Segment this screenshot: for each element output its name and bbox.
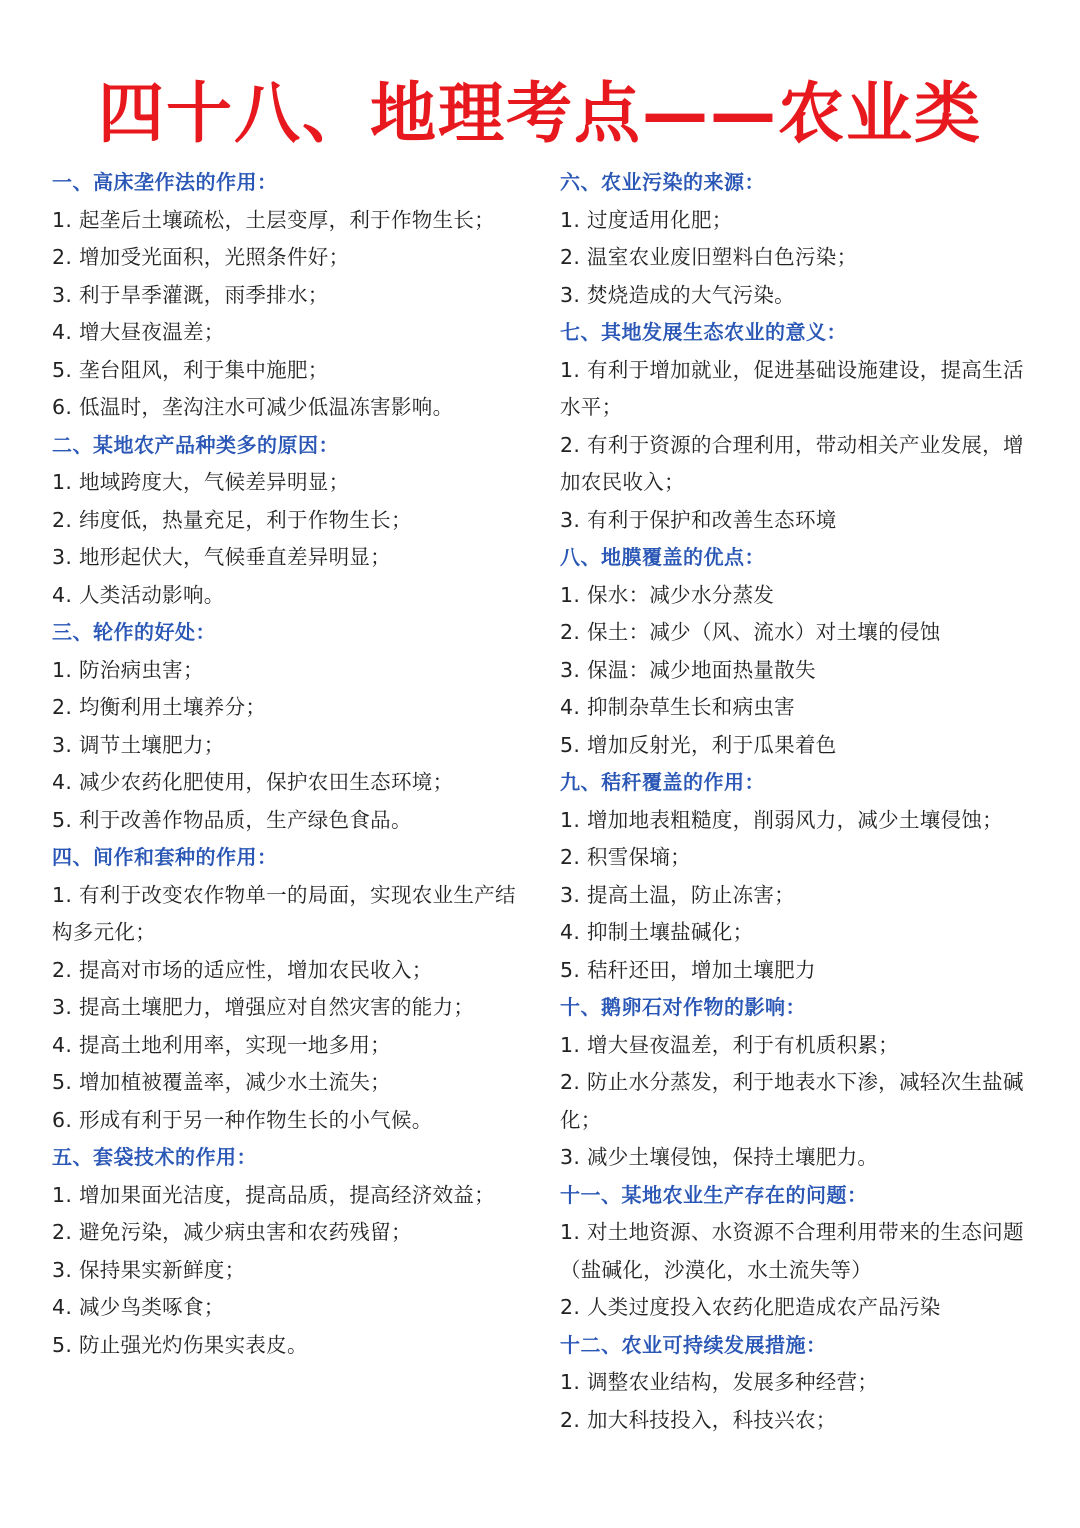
list-item: 3. 保持果实新鲜度； bbox=[52, 1257, 246, 1282]
list-item: 1. 调整农业结构，发展多种经营； bbox=[560, 1370, 879, 1394]
list-item: 3. 有利于保护和改善生态环境 bbox=[560, 507, 837, 532]
list-item: 3. 利于旱季灌溉，雨季排水； bbox=[52, 282, 329, 307]
list-item: 1. 过度适用化肥； bbox=[560, 207, 733, 232]
list-item: 1. 有利于改变农作物单一的局面，实现农业生产结构多元化； bbox=[52, 882, 516, 944]
list-item: 3. 地形起伏大，气候垂直差异明显； bbox=[52, 545, 391, 569]
list-item: 4. 减少农药化肥使用，保护农田生态环境； bbox=[52, 770, 454, 794]
list-item: 1. 起垄后土壤疏松，土层变厚，利于作物生长； bbox=[52, 207, 495, 232]
list-item: 4. 增大昼夜温差； bbox=[52, 320, 225, 344]
list-item: 5. 秸秆还田，增加土壤肥力 bbox=[560, 957, 816, 982]
section-heading: 七、其地发展生态农业的意义： bbox=[560, 320, 847, 344]
list-item: 6. 低温时，垄沟注水可减少低温冻害影响。 bbox=[52, 395, 454, 419]
list-item: 1. 增加地表粗糙度，削弱风力，减少土壤侵蚀； bbox=[560, 807, 1003, 832]
left-column bbox=[52, 164, 532, 1364]
section bbox=[52, 1139, 532, 1364]
list-item: 5. 防止强光灼伤果实表皮。 bbox=[52, 1332, 308, 1357]
list-item: 1. 增加果面光洁度，提高品质，提高经济效益； bbox=[52, 1182, 495, 1207]
section-heading: 十、鹅卵石对作物的影响： bbox=[560, 995, 806, 1019]
list-item: 1. 防治病虫害； bbox=[52, 657, 204, 682]
list-item: 4. 减少鸟类啄食； bbox=[52, 1295, 225, 1319]
section-heading: 一、高床垄作法的作用： bbox=[52, 170, 278, 194]
list-item: 2. 人类过度投入农药化肥造成农产品污染 bbox=[560, 1295, 941, 1319]
section bbox=[560, 989, 1038, 1177]
list-item: 2. 保土：减少（风、流水）对土壤的侵蚀 bbox=[560, 620, 941, 644]
list-item: 6. 形成有利于另一种作物生长的小气候。 bbox=[52, 1107, 433, 1132]
section bbox=[560, 1177, 1038, 1327]
list-item: 5. 利于改善作物品质，生产绿色食品。 bbox=[52, 807, 412, 832]
list-item: 4. 抑制杂草生长和病虫害 bbox=[560, 695, 795, 719]
section-heading: 五、套袋技术的作用： bbox=[52, 1145, 257, 1169]
list-item: 3. 保温：减少地面热量散失 bbox=[560, 657, 816, 682]
list-item: 2. 加大科技投入，科技兴农； bbox=[560, 1407, 837, 1432]
section-heading: 十一、某地农业生产存在的问题： bbox=[560, 1182, 868, 1207]
list-item: 1. 保水：减少水分蒸发 bbox=[560, 582, 775, 607]
page-title: 四十八、地理考点——农业类 bbox=[98, 75, 982, 152]
list-item: 2. 避免污染，减少病虫害和农药残留； bbox=[52, 1220, 412, 1244]
list-item: 2. 均衡利用土壤养分； bbox=[52, 695, 267, 719]
list-item: 1. 对土地资源、水资源不合理利用带来的生态问题（盐碱化，沙漠化，水土流失等） bbox=[560, 1220, 1024, 1282]
section bbox=[560, 314, 1038, 539]
list-item: 1. 地域跨度大，气候差异明显； bbox=[52, 470, 350, 494]
section bbox=[52, 614, 532, 839]
list-item: 4. 抑制土壤盐碱化； bbox=[560, 920, 754, 944]
list-item: 2. 增加受光面积，光照条件好； bbox=[52, 245, 350, 269]
right-column bbox=[560, 164, 1038, 1439]
list-item: 2. 有利于资源的合理利用，带动相关产业发展，增加农民收入； bbox=[560, 432, 1024, 494]
list-item: 2. 温室农业废旧塑料白色污染； bbox=[560, 245, 858, 269]
section-heading: 二、某地农产品种类多的原因： bbox=[52, 432, 339, 457]
list-item: 1. 有利于增加就业，促进基础设施建设，提高生活水平； bbox=[560, 357, 1024, 419]
section-heading: 三、轮作的好处： bbox=[52, 620, 216, 644]
list-item: 5. 增加反射光，利于瓜果着色 bbox=[560, 732, 837, 757]
list-item: 4. 提高土地利用率，实现一地多用； bbox=[52, 1032, 391, 1057]
section bbox=[52, 427, 532, 615]
list-item: 1. 增大昼夜温差，利于有机质积累； bbox=[560, 1032, 899, 1057]
section-heading: 四、间作和套种的作用： bbox=[52, 845, 278, 869]
section bbox=[560, 164, 1038, 314]
list-item: 2. 防止水分蒸发，利于地表水下渗，减轻次生盐碱化； bbox=[560, 1070, 1024, 1132]
list-item: 3. 调节土壤肥力； bbox=[52, 732, 225, 757]
section-heading: 十二、农业可持续发展措施： bbox=[560, 1332, 827, 1357]
list-item: 3. 提高土壤肥力，增强应对自然灾害的能力； bbox=[52, 995, 475, 1019]
section-heading: 六、农业污染的来源： bbox=[560, 170, 765, 194]
list-item: 5. 垄台阻风，利于集中施肥； bbox=[52, 357, 329, 382]
list-item: 2. 提高对市场的适应性，增加农民收入； bbox=[52, 957, 433, 982]
list-item: 2. 纬度低，热量充足，利于作物生长； bbox=[52, 507, 412, 532]
section-heading: 八、地膜覆盖的优点： bbox=[560, 545, 765, 569]
list-item: 3. 提高土温，防止冻害； bbox=[560, 882, 795, 907]
list-item: 2. 积雪保墒； bbox=[560, 845, 691, 869]
list-item: 3. 焚烧造成的大气污染。 bbox=[560, 282, 795, 307]
section bbox=[560, 1327, 1038, 1440]
section bbox=[52, 839, 532, 1139]
section bbox=[560, 764, 1038, 989]
section bbox=[52, 164, 532, 427]
list-item: 4. 人类活动影响。 bbox=[52, 582, 225, 607]
section-heading: 九、秸秆覆盖的作用： bbox=[560, 770, 765, 794]
section bbox=[560, 539, 1038, 764]
list-item: 5. 增加植被覆盖率，减少水土流失； bbox=[52, 1070, 391, 1094]
list-item: 3. 减少土壤侵蚀，保持土壤肥力。 bbox=[560, 1145, 879, 1169]
